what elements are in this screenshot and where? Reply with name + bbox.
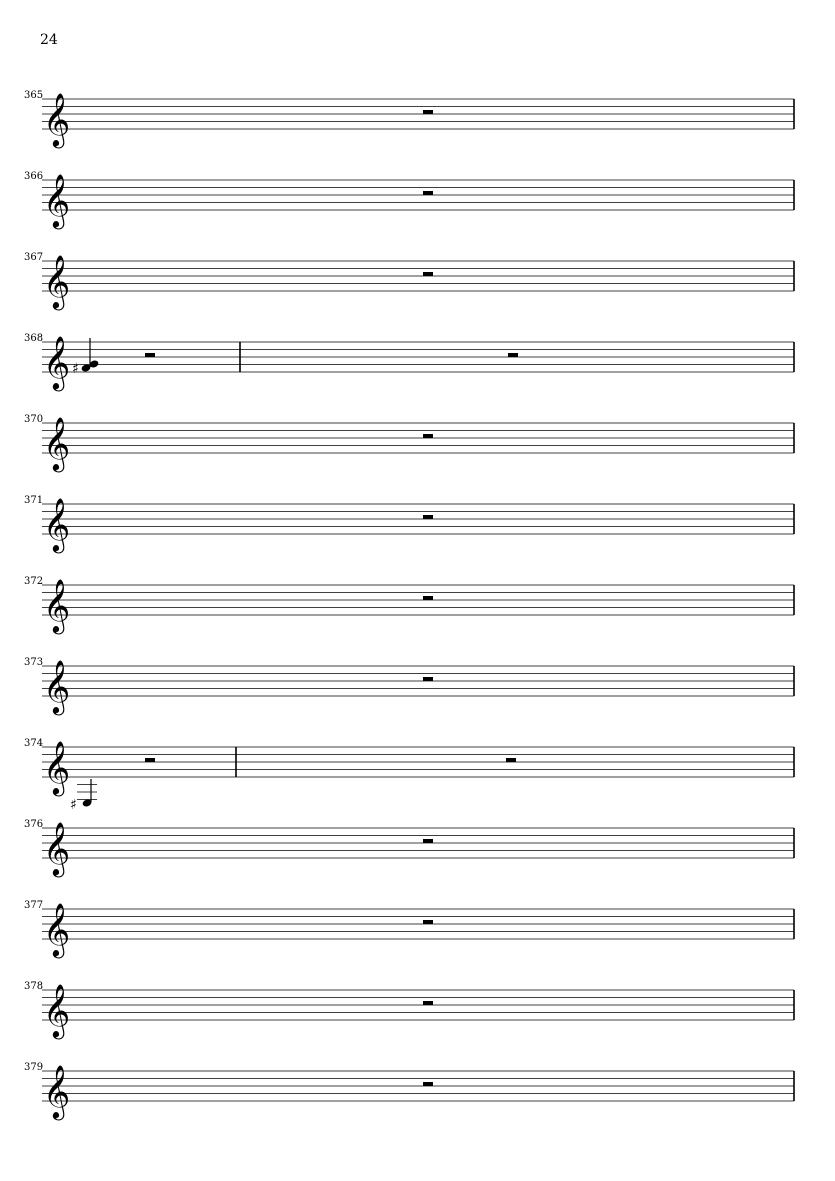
whole-rest	[506, 758, 516, 762]
treble-clef-icon: 𝄞	[43, 173, 71, 227]
whole-rest	[423, 110, 433, 114]
measure-number: 365	[24, 90, 44, 101]
staff-system	[24, 333, 794, 391]
treble-clef-icon: 𝄞	[43, 659, 71, 713]
whole-rest	[423, 191, 433, 195]
measure-number: 378	[24, 981, 44, 992]
measure-number: 374	[24, 738, 44, 749]
measure-number: 370	[24, 414, 44, 425]
measure-number: 371	[24, 495, 44, 506]
measure-number: 377	[24, 900, 44, 911]
whole-rest	[423, 677, 433, 681]
staff-system	[24, 576, 794, 634]
measure-number: 376	[24, 819, 44, 830]
whole-rest	[423, 920, 433, 924]
treble-clef-icon: 𝄞	[43, 740, 71, 794]
staff-system	[24, 819, 794, 877]
whole-rest	[423, 839, 433, 843]
page-number: 24	[40, 32, 58, 48]
sharp-icon: ♯	[72, 361, 79, 377]
measure-number: 367	[24, 252, 44, 263]
treble-clef-icon: 𝄞	[43, 902, 71, 956]
staff-system	[24, 738, 794, 813]
staff-system	[24, 1062, 794, 1120]
whole-rest	[423, 1082, 433, 1086]
whole-rest	[423, 434, 433, 438]
whole-rest	[508, 353, 518, 357]
whole-rest	[423, 1001, 433, 1005]
treble-clef-icon: 𝄞	[43, 821, 71, 875]
whole-rest	[423, 272, 433, 276]
staff-system	[24, 657, 794, 715]
treble-clef-icon: 𝄞	[43, 254, 71, 308]
treble-clef-icon: 𝄞	[43, 578, 71, 632]
staff-system	[24, 90, 794, 148]
treble-clef-icon: 𝄞	[43, 92, 71, 146]
treble-clef-icon: 𝄞	[43, 983, 71, 1037]
measure-number: 372	[24, 576, 44, 587]
staff-system	[24, 171, 794, 229]
treble-clef-icon: 𝄞	[43, 335, 71, 389]
sharp-icon: ♯	[70, 797, 77, 813]
staff-system	[24, 981, 794, 1039]
staff-system	[24, 900, 794, 958]
whole-rest	[423, 596, 433, 600]
whole-rest	[423, 515, 433, 519]
measure-number: 379	[24, 1062, 44, 1073]
staff-system	[24, 495, 794, 553]
staff-system	[24, 414, 794, 472]
staff-system	[24, 252, 794, 310]
treble-clef-icon: 𝄞	[43, 1064, 71, 1118]
measure-number: 368	[24, 333, 44, 344]
whole-rest	[145, 353, 155, 357]
treble-clef-icon: 𝄞	[43, 497, 71, 551]
measure-number: 366	[24, 171, 44, 182]
whole-rest	[145, 758, 155, 762]
treble-clef-icon: 𝄞	[43, 416, 71, 470]
measure-number: 373	[24, 657, 44, 668]
